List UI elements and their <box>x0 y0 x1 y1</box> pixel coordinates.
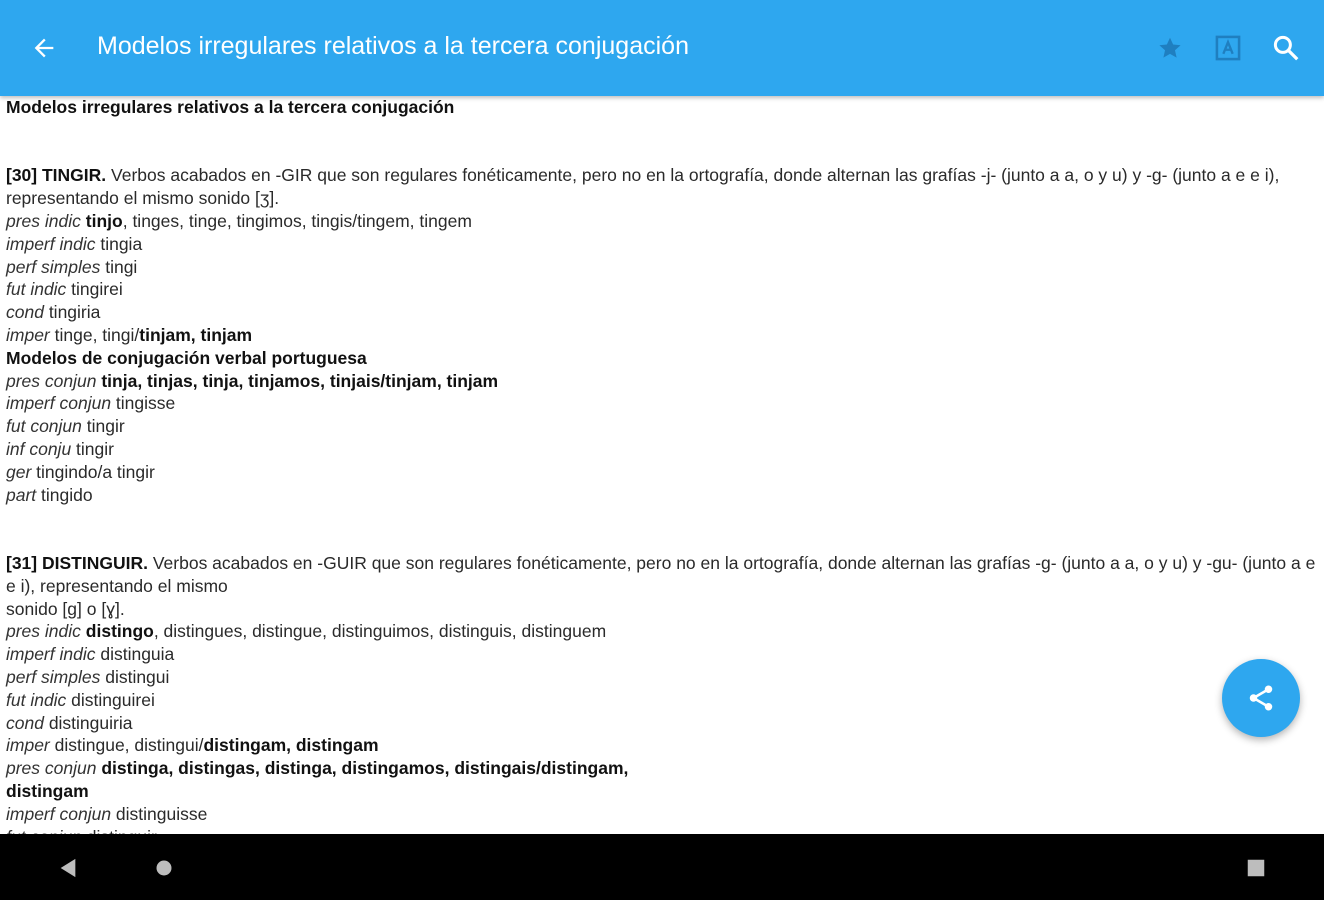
conjugation-line: perf simples distingui <box>6 666 170 687</box>
share-icon <box>1246 683 1276 713</box>
conjugation-line: ger tingindo/a tingir <box>6 461 155 482</box>
section-30-number: [30] TINGIR. <box>6 165 107 186</box>
conjugation-line: inf conju tingir <box>6 438 114 459</box>
nav-recents-button[interactable] <box>1234 846 1278 890</box>
conjugation-line: pres conjun distinga, distingas, distinga, distingamos, distingais/distingam, <box>6 758 629 779</box>
search-icon <box>1271 33 1301 63</box>
section-31-description: [31] DISTINGUIR. Verbos acabados en -GUIR que son regulares fonéticamente, pero no en la ortografía, donde alternan las grafías -g- (junto a a, o y u) y -gu- (junto a e e i), representando el mismo <box>6 552 1316 596</box>
conjugation-line: perf simples tingi <box>6 256 138 277</box>
section-30-description: [30] TINGIR. Verbos acabados en -GIR que son regulares fonéticamente, pero no en la ortografía, donde alternan las grafías -j- (junto a a, o y u) y -g- (junto a e e i), representando el mismo sonido [ʒ]. <box>6 165 1280 209</box>
conjugation-line: pres indic tinjo, tinges, tinge, tingimos, tingis/tingem, tingem <box>6 210 472 231</box>
back-arrow-icon <box>30 34 58 62</box>
app-bar <box>0 0 1324 96</box>
conjugation-line: fut indic tingirei <box>6 279 123 300</box>
conjugation-line: imperf indic distinguia <box>6 644 175 665</box>
article-content <box>0 96 1324 834</box>
section-31-number: [31] DISTINGUIR. <box>6 552 148 573</box>
conjugation-line: imper tinge, tingi/tinjam, tinjam <box>6 324 253 345</box>
conjugation-line: cond tingiria <box>6 302 101 323</box>
nav-home-icon <box>154 858 174 878</box>
conjugation-line: fut conjun tingir <box>6 416 125 437</box>
conjugation-line: imperf indic tingia <box>6 233 143 254</box>
conjugation-line: distingam <box>6 780 89 801</box>
nav-recents-icon <box>1245 857 1267 879</box>
favorite-button[interactable] <box>1148 26 1192 70</box>
nav-back-icon <box>57 857 79 879</box>
translate-button[interactable] <box>1206 26 1250 70</box>
search-button[interactable] <box>1264 26 1308 70</box>
translate-icon <box>1214 34 1242 62</box>
back-button[interactable] <box>22 26 66 70</box>
conjugation-line: pres indic distingo, distingues, distingue, distinguimos, distinguis, distinguem <box>6 621 607 642</box>
article-heading: Modelos irregulares relativos a la tercera conjugación <box>6 97 455 117</box>
star-icon <box>1157 35 1183 61</box>
conjugation-line: pres conjun tinja, tinjas, tinja, tinjamos, tinjais/tinjam, tinjam <box>6 370 499 391</box>
conjugation-line: imperf conjun tingisse <box>6 393 176 414</box>
share-button[interactable] <box>1222 659 1300 737</box>
page-title: Modelos irregulares relativos a la tercera conjugación <box>97 32 689 60</box>
conjugation-line: imperf conjun distinguisse <box>6 803 208 824</box>
conjugation-line: cond distinguiria <box>6 712 133 733</box>
system-navigation-bar <box>0 834 1324 900</box>
conjugation-line: fut indic distinguirei <box>6 689 155 710</box>
conjugation-line: part tingido <box>6 484 93 505</box>
section-subheading: Modelos de conjugación verbal portuguesa <box>6 347 367 368</box>
conjugation-line: sonido [g] o [ɣ]. <box>6 598 125 619</box>
nav-back-button[interactable] <box>46 846 90 890</box>
nav-home-button[interactable] <box>142 846 186 890</box>
conjugation-line: imper distingue, distingui/distingam, distingam <box>6 735 379 756</box>
